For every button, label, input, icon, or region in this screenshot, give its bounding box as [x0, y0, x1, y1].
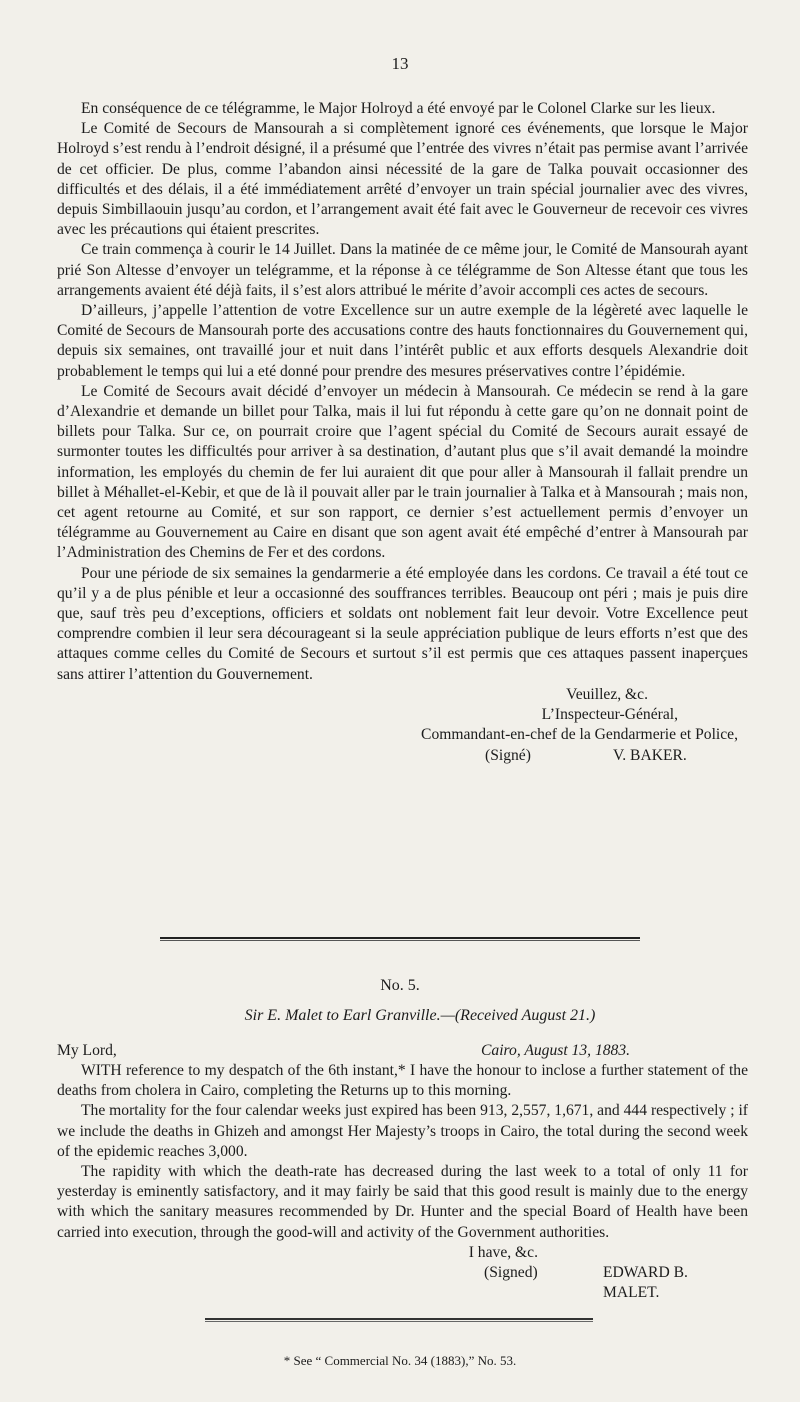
paragraph: Pour une période de six semaines la gendarmerie a été employée dans les cordons. Ce travail a été tout ce qu’il y a de plus pénible et leur a occasionné des souffrances terribles. Beaucoup ont péri ; mais je puis dire que, sauf très peu d’exceptions, officiers et soldats ont noblement fait leur devoir. Votre Excellence peut comprendre combien il leur sera décourageant si la seule appréciation publique de leurs efforts n’est que des attaques comme celles du Comité de Secours et surtout s’il est permis que ces attaques passent inaperçues sans attirer l’attention du Gouvernement. [57, 564, 748, 683]
french-letter-body [57, 99, 748, 766]
signer-title: Commandant-en-chef de la Gendarmerie et Police, [421, 726, 738, 744]
signature-line [57, 1263, 748, 1302]
footnote: * See “ Commercial No. 34 (1883),” No. 53. [283, 1353, 517, 1368]
salutation: My Lord, [57, 1042, 117, 1059]
paragraph: Ce train commença à courir le 14 Juillet. Dans la matinée de ce même jour, le Comité de Mansourah ayant prié Son Altesse d’envoyer un telégramme, et la réponse à ce télégramme de Son Altesse étant que tous les arrangements avaient été déjà faits, il s’est alors attribué le mérite d’avoir accompli ces actes de secours. [57, 241, 748, 299]
signer-name: EDWARD B. MALET. [603, 1264, 688, 1302]
signer-title: L’Inspecteur-Général, [541, 706, 678, 724]
paragraph: The rapidity with which the death-rate has decreased during the last week to a total of only 11 for yesterday is eminently satisfactory, and it may fairly be said that this good result is mainly due to the energy with which the sanitary measures recommended by Dr. Hunter and the special Board of Health have been carried into execution, through the good-will and activity of the Government authorities. [57, 1163, 748, 1241]
letter-body [57, 1041, 748, 1302]
document-number: No. 5. [380, 977, 420, 994]
signed-label: (Signé) [485, 746, 531, 764]
paragraph: Le Comité de Secours de Mansourah a si complètement ignoré ces événements, que lorsque le Major Holroyd s’est rendu à l’endroit désigné, il a présumé que l’entrée des vivres n’était pas permise avant l’arrivée de cet officier. De plus, comme l’abandon ainsi nécessité de la gare de Talka pouvait occasionner des difficultés et des délais, il a été immédiatement arrêté d’envoyer un train spécial journalier avec des vivres, depuis Simbillaouin jusqu’au cordon, et l’arrangement avait été fait avec le Gouverneur de recevoir ces vivres avec les précautions qui étaient prescrites. [57, 120, 748, 239]
footnote-divider [205, 1318, 593, 1322]
place-date: Cairo, August 13, 1883. [481, 1042, 631, 1059]
closing-formula: Veuillez, &c. [566, 685, 648, 703]
page-number: 13 [391, 54, 409, 73]
signature-line [57, 746, 748, 766]
section-divider [160, 937, 640, 941]
paragraph: D’ailleurs, j’appelle l’attention de votre Excellence sur un autre exemple de la légèreté avec laquelle le Comité de Secours de Mansourah porte des accusations contre des hauts fonctionnaires du Gouvernement qui, depuis six semaines, ont travaillé jour et nuit dans l’intérêt public et aux efforts desquels Alexandrie doit probablement le temps qui lui a eté donné pour prendre des mesures préservatives contre l’épidémie. [57, 302, 748, 380]
paragraph: Le Comité de Secours avait décidé d’envoyer un médecin à Mansourah. Ce médecin se rend à la gare d’Alexandrie et demande un billet pour Talka, mais il lui fut répondu à cette gare qu’on ne donnait point de billets pour Talka. Sur ce, on pourrait croire que l’agent spécial du Comité de Secours aurait essayé de surmonter toutes les difficultés pour arriver à sa destination, d’autant plus que s’il avait demandé la moindre information, les employés du chemin de fer lui auraient dit que pour aller à Mansourah il fallait prendre un billet à Méhallet-el-Kebir, et que de là il pouvait aller par le train journalier à Talka et à Mansourah ; mais non, cet agent retourne au Comité, et sur son rapport, ce dernier s’est actuellement permis d’envoyer un télégramme au Gouvernement au Caire en disant que son agent avait été empêché d’entrer à Mansourah par l’Administration des Chemins de Fer et des cordons. [57, 382, 748, 562]
paragraph: WITH reference to my despatch of the 6th instant,* I have the honour to inclose a further statement of the deaths from cholera in Cairo, completing the Returns up to this morning. [57, 1062, 748, 1100]
signed-label: (Signed) [484, 1264, 538, 1282]
paragraph: The mortality for the four calendar weeks just expired has been 913, 2,557, 1,671, and 444 respectively ; if we include the deaths in Ghizeh and amongst Her Majesty’s troops in Cairo, the total during the second week of the epidemic reaches 3,000. [57, 1102, 748, 1160]
paragraph: En conséquence de ce télégramme, le Major Holroyd a été envoyé par le Colonel Clarke sur les lieux. [81, 100, 716, 117]
salutation-line [57, 1041, 748, 1061]
despatch-heading: Sir E. Malet to Earl Granville.—(Received August 21.) [244, 1007, 596, 1024]
signer-name: V. BAKER. [613, 746, 687, 764]
closing-formula: I have, &c. [468, 1243, 538, 1261]
